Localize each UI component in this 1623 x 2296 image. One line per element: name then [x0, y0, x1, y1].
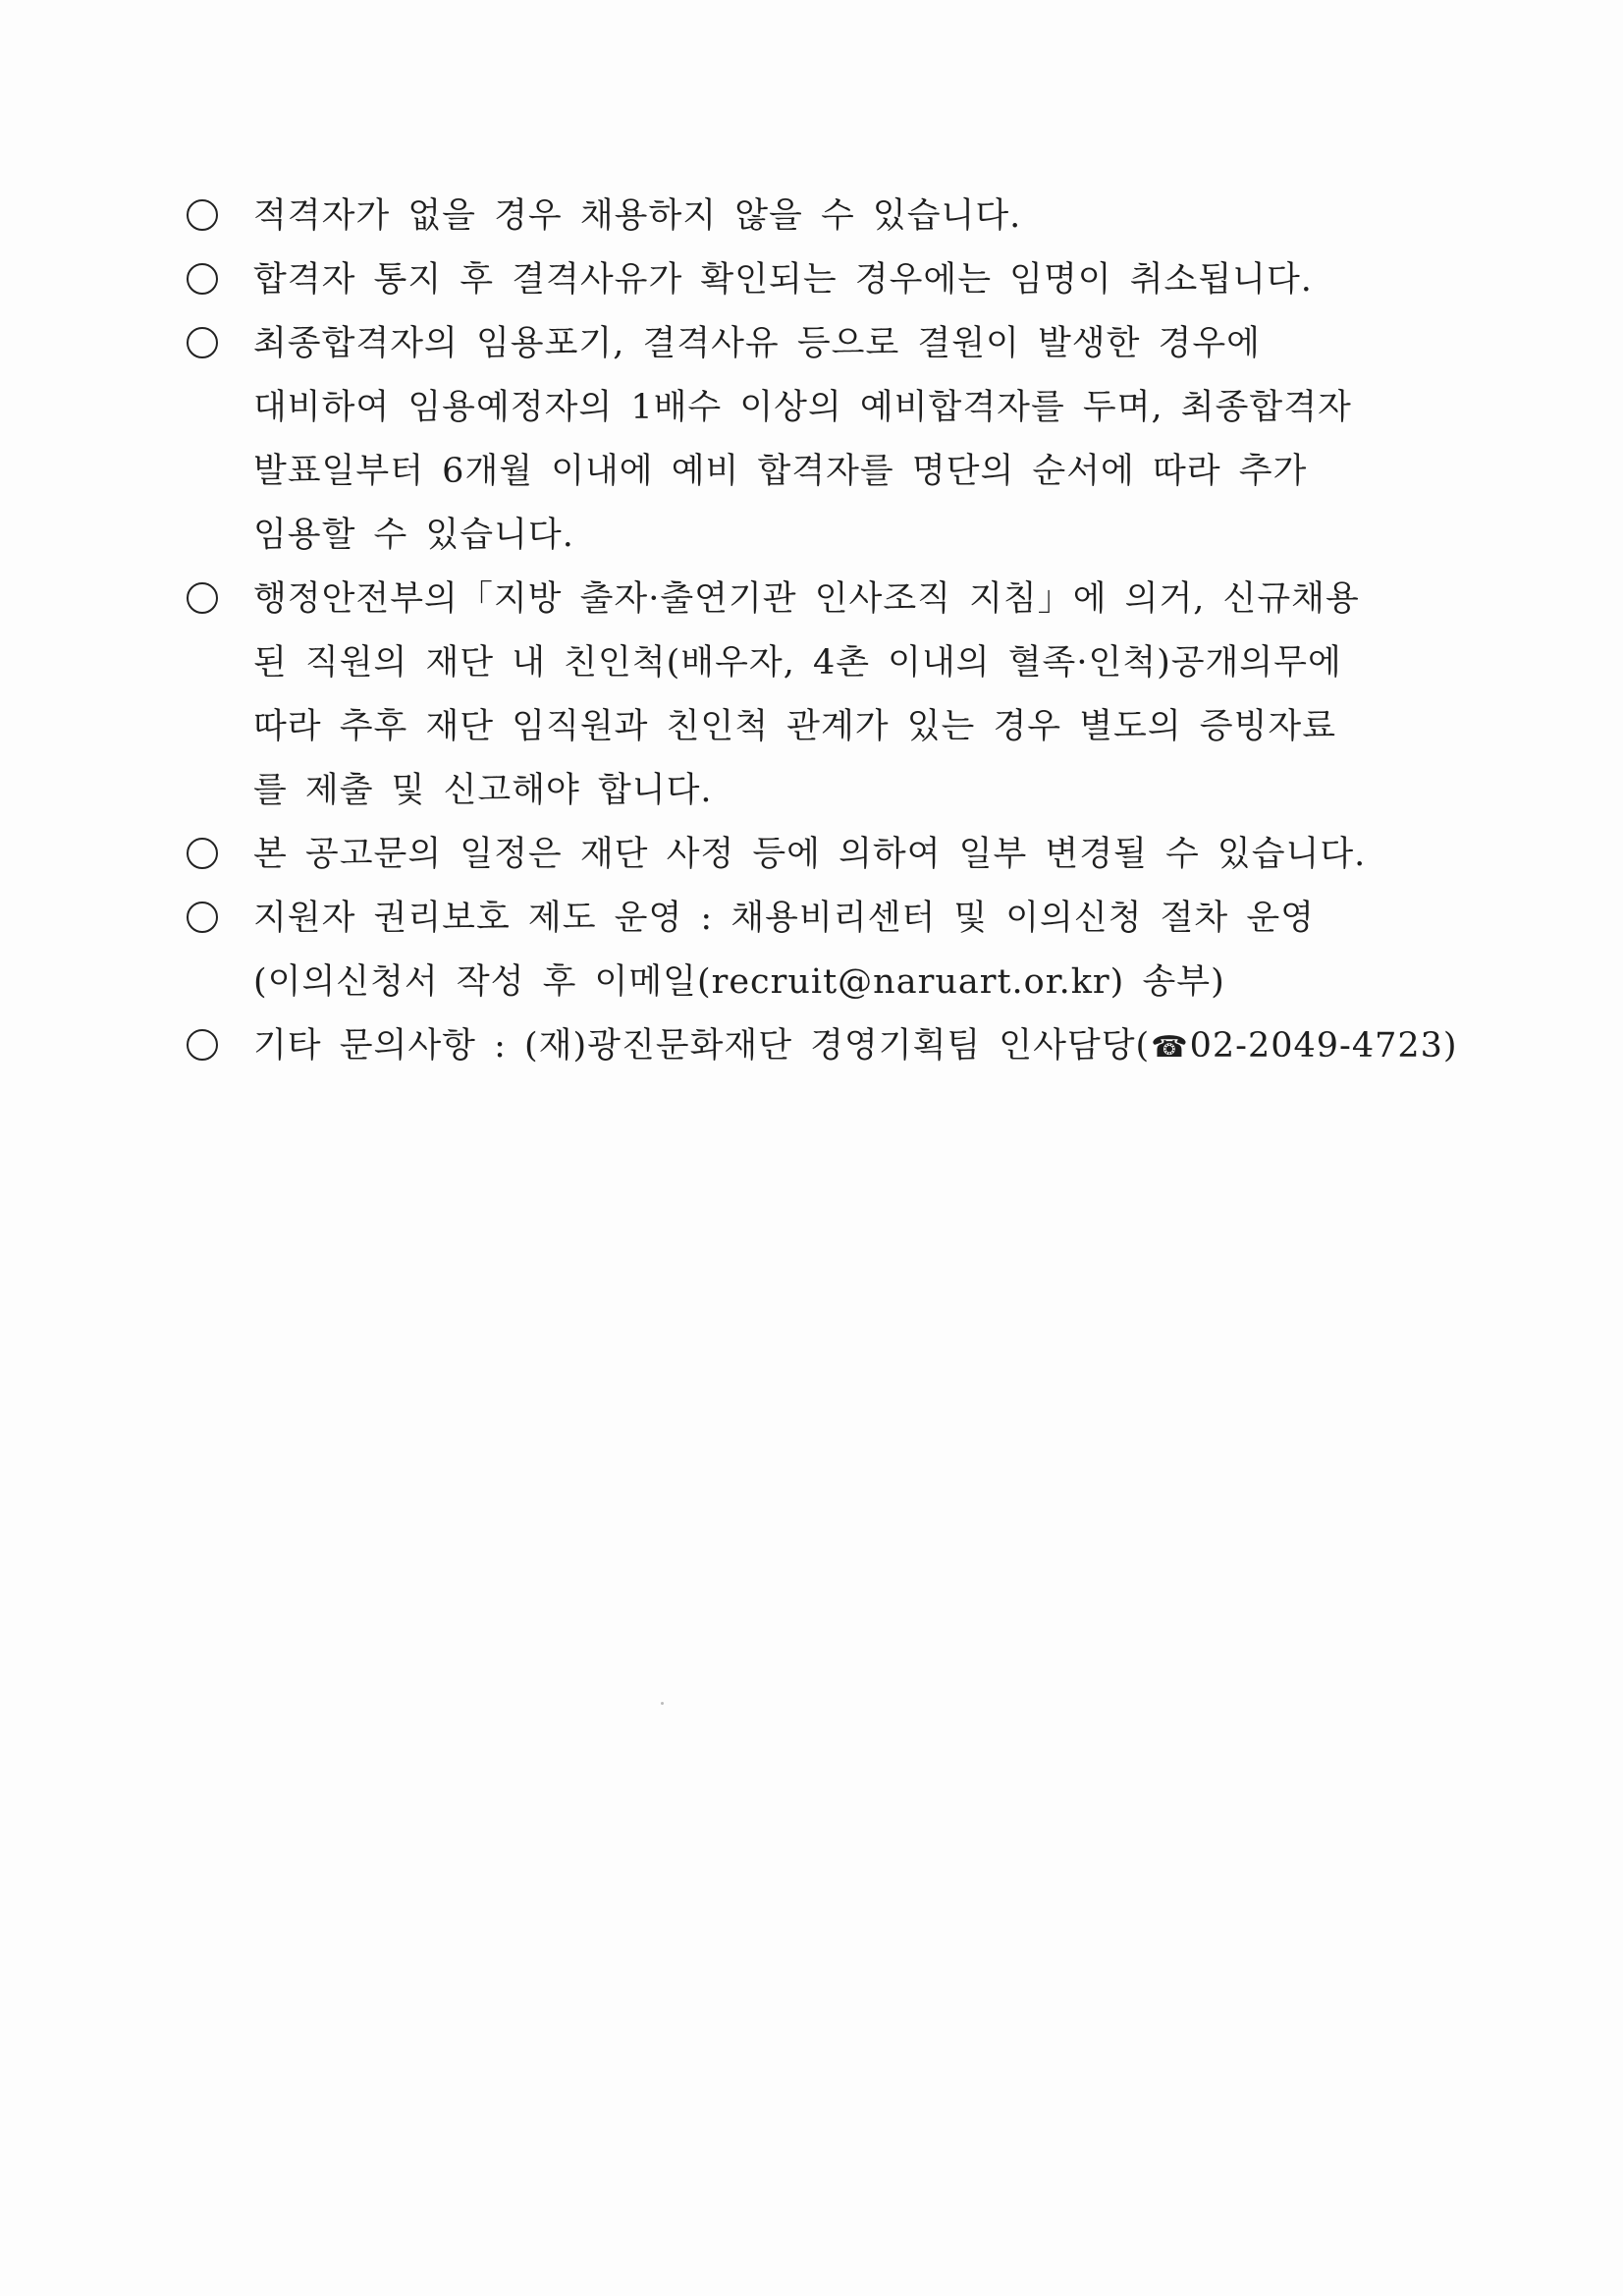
- notice-line: 본 공고문의 일정은 재단 사정 등에 의하여 일부 변경될 수 있습니다.: [253, 835, 1367, 874]
- notice-line: 따라 추후 재단 임직원과 친인척 관계가 있는 경우 별도의 증빙자료: [253, 707, 1337, 746]
- notice-line: 지원자 권리보호 제도 운영 : 채용비리센터 및 이의신청 절차 운영: [253, 899, 1315, 938]
- notice-line: 된 직원의 재단 내 친인척(배우자, 4촌 이내의 혈족·인척)공개의무에: [253, 643, 1342, 683]
- notice-line: 임용할 수 있습니다.: [253, 516, 574, 555]
- notice-line: (이의신청서 작성 후 이메일(recruit@naruart.or.kr) 송부): [253, 962, 1225, 1002]
- notice-line: 합격자 통지 후 결격사유가 확인되는 경우에는 임명이 취소됩니다.: [253, 260, 1313, 300]
- notice-item-reserve-candidates: [187, 312, 1463, 568]
- notice-line: 최종합격자의 임용포기, 결격사유 등으로 결원이 발생한 경우에: [253, 324, 1261, 363]
- circle-bullet-icon: [187, 327, 218, 358]
- notice-line: 대비하여 임용예정자의 1배수 이상의 예비합격자를 두며, 최종합격자: [253, 388, 1352, 427]
- circle-bullet-icon: [187, 582, 218, 614]
- notice-line: 를 제출 및 신고해야 합니다.: [253, 771, 713, 810]
- circle-bullet-icon: [187, 838, 218, 869]
- notice-line: 발표일부터 6개월 이내에 예비 합격자를 명단의 순서에 따라 추가: [253, 452, 1308, 491]
- circle-bullet-icon: [187, 199, 218, 231]
- circle-bullet-icon: [187, 902, 218, 933]
- contact-prefix: 기타 문의사항 : (재)광진문화재단 경영기획팀 인사담당(: [253, 1026, 1151, 1066]
- notice-line: 적격자가 없을 경우 채용하지 않을 수 있습니다.: [253, 196, 1022, 236]
- contact-line: [253, 1014, 1463, 1079]
- notice-item-no-qualified: [187, 185, 1463, 248]
- notice-line: 행정안전부의「지방 출자·출연기관 인사조직 지침」에 의거, 신규채용: [253, 579, 1360, 619]
- scan-speck: [661, 1702, 664, 1705]
- notice-item-relatives-disclosure: [187, 568, 1463, 823]
- notice-item-applicant-rights: [187, 887, 1463, 1014]
- notice-item-contact: [187, 1014, 1463, 1079]
- circle-bullet-icon: [187, 1029, 218, 1061]
- contact-phone: 02-2049-4723): [1189, 1026, 1458, 1066]
- notice-item-cancellation: [187, 248, 1463, 312]
- circle-bullet-icon: [187, 263, 218, 295]
- telephone-icon: ☎: [1151, 1030, 1189, 1065]
- notice-item-schedule-change: [187, 823, 1463, 887]
- notice-list: [187, 185, 1463, 1079]
